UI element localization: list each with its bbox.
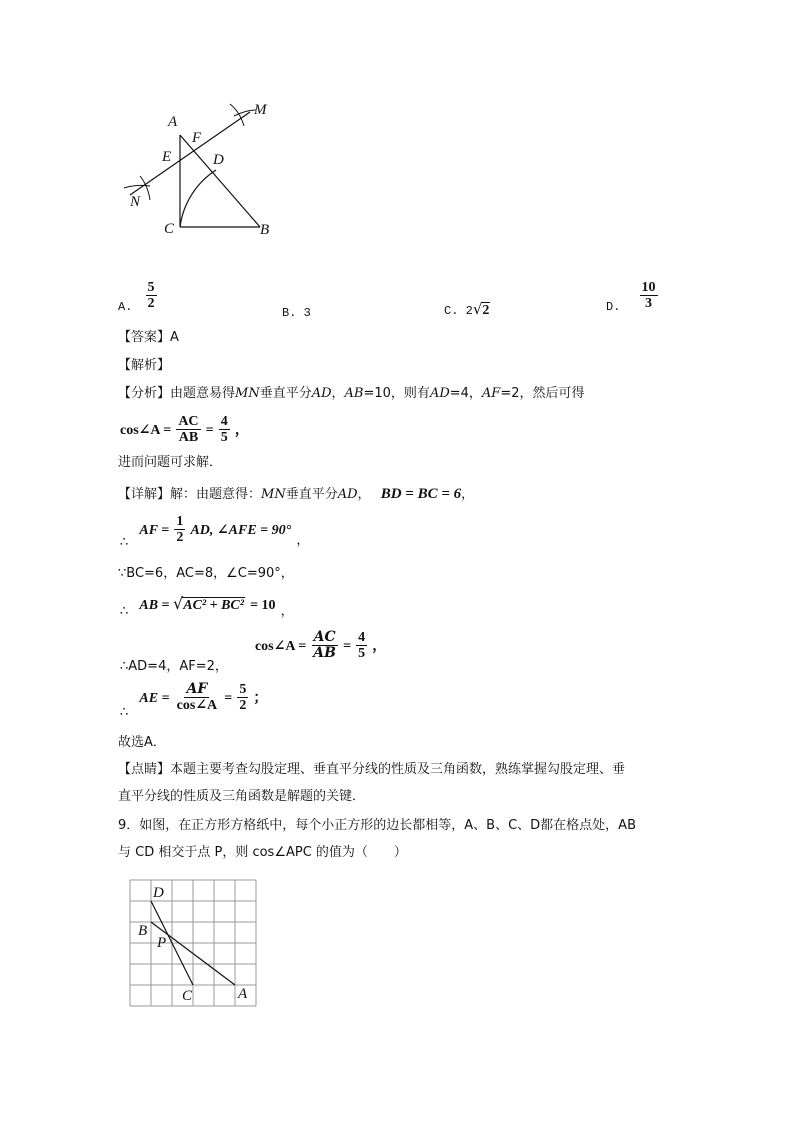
conclude-line: 进而问题可求解． [118, 455, 223, 470]
choose-line: 故选A． [118, 735, 166, 750]
line-MN [130, 112, 250, 195]
option-b: B. 3 [282, 306, 311, 320]
answer-line: 【答案】A [118, 330, 179, 345]
detail-line: 【详解】解：由题意得：MN垂直平分AD， BD = BC = 6， [118, 486, 475, 502]
label-D2: D [153, 885, 164, 901]
label-A2: A [238, 986, 248, 1002]
label-N: N [130, 194, 141, 210]
option-d: $_{D.}$ $\frac{10}{3}$ [606, 280, 656, 314]
option-c: C. 2√2 [444, 300, 490, 318]
label-F: F [192, 130, 202, 146]
figure-triangle-construction [110, 90, 310, 250]
option-d-fraction: $\frac{10}{3}$ [641, 280, 656, 311]
label-D: D [213, 152, 224, 168]
step4: $_{\therefore AD=4,AF=2,}$ cos∠A = $\frac{AC}{AB}$ = $\frac{4}{5}$ ， [120, 629, 387, 674]
label-A: A [168, 114, 178, 130]
fenxi-line: 【分析】由题意易得MN垂直平分AD，AB=10，则有AD=4，AF=2，然后可得 [118, 386, 585, 401]
q9-line2: 与 CD 相交于点 P，则 cos∠APC 的值为（ ） [118, 845, 407, 860]
step3: $_\therefore$ AB = √AC² + BC² = 10 $_,$ [120, 594, 294, 619]
analysis-title: 【解析】 [118, 358, 171, 373]
dianjing-line1: 【点睛】本题主要考查勾股定理、垂直平分线的性质及三角函数，熟练掌握勾股定理、垂 [118, 762, 626, 777]
segment-AB [180, 135, 260, 227]
dianjing-line2: 直平分线的性质及三角函数是解题的关键． [118, 789, 366, 804]
option-a: $_{A.}$ $\frac{5}{2}$ [118, 280, 155, 314]
arc-CD [180, 170, 216, 227]
step5: $_\therefore$ AE = $\frac{AF}{\cos\angle A}$ = $\frac{5}{2}$ ； [120, 681, 268, 720]
label-B: B [260, 222, 270, 238]
label-C: C [164, 221, 175, 237]
step2: ∵BC=6，AC=8，∠C=90°， [118, 566, 294, 581]
step1: $_\therefore$ AF = $\frac{1}{2}$ AD, ∠AFE = 90° $_,$ [120, 514, 310, 550]
label-B2: B [138, 923, 148, 939]
label-E: E [162, 149, 172, 165]
label-M: M [254, 102, 267, 118]
q9-line1: 9．如图，在正方形方格纸中，每个小正方形的边长都相等，A、B、C、D都在格点处，AB [118, 818, 636, 833]
formula-cosA-1: cos∠A = $\frac{AC}{AB}$ = $\frac{4}{5}$ ， [120, 414, 249, 445]
option-a-fraction: $\frac{5}{2}$ [147, 280, 155, 311]
arc-mark-N1 [140, 176, 150, 200]
figure-grid [120, 870, 270, 1015]
label-C2: C [182, 988, 193, 1004]
label-P: P [157, 935, 167, 951]
